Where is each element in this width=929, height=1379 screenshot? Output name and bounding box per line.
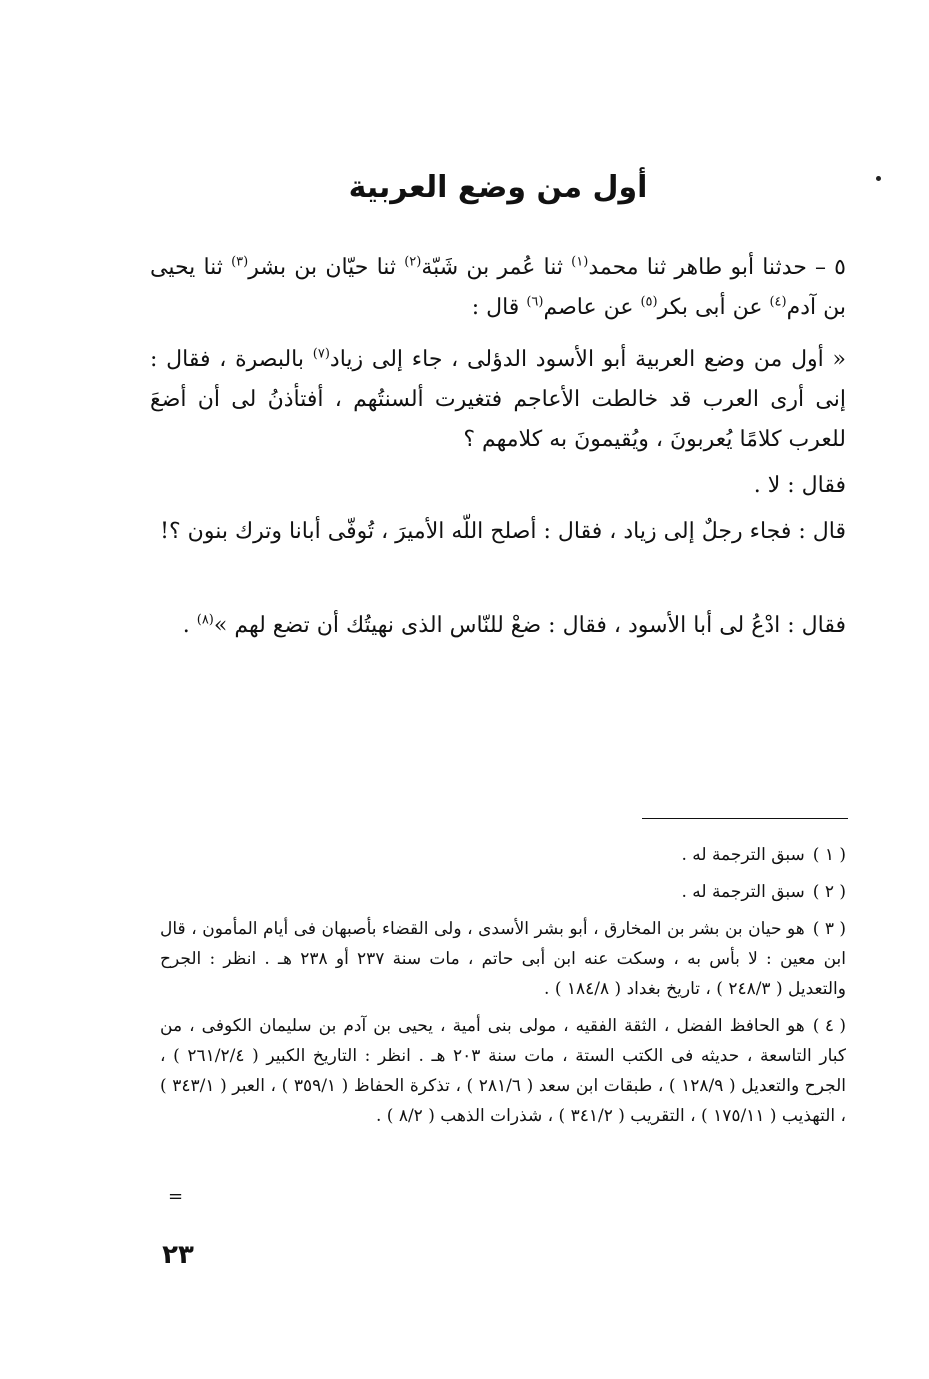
text-run: عن أبى بكر [657, 295, 770, 320]
footnote-text: سبق الترجمة له . [681, 882, 805, 902]
paragraph-reply: فقال : لا . [753, 473, 846, 498]
footnote-text: سبق الترجمة له . [681, 845, 805, 865]
paragraph-quote [150, 340, 846, 460]
text-run: ٥ – حدثنا أبو طاهر ثنا محمد [588, 255, 846, 280]
text-run: « أول من وضع العربية أبو الأسود الدؤلى ، جاء إلى زياد [329, 347, 846, 372]
footnote-item [160, 1011, 846, 1131]
text-run: . [182, 613, 197, 638]
chapter-title: أول من وضع العربية [348, 170, 648, 205]
footnote-number: ( ٣ ) [812, 919, 846, 939]
footnote-item [160, 914, 846, 1004]
continuation-mark: = [168, 1186, 184, 1207]
footnote-number: ( ١ ) [812, 845, 846, 865]
text-run: بالبصرة ، فقال : إنى أرى العرب قد خالطت الأعاجم فتغيرت ألسنتُهم ، أفتأذنُ لى أن أضعَ للعرب كلامًا يُعربونَ ، ويُقيمونَ به كلامهم ؟ [150, 347, 846, 452]
page-number: ٢٣ [162, 1240, 194, 1270]
footnote-ref-1[interactable]: (١) [571, 254, 589, 270]
footnote-text: هو حيان بن بشر بن المخارق ، أبو بشر الأسدى ، ولى القضاء بأصبهان فى أيام المأمون ، قال ابن معين : لا بأس به ، وسكت عنه ابن أبى حاتم ، مات سنة ٢٣٧ أو ٢٣٨ هـ . انظر : الجرح والتعديل ( ٢٤٨/٣ ) ، تاريخ بغداد ( ١٨٤/٨ ) . [160, 919, 846, 999]
margin-dot [876, 176, 881, 181]
footnote-ref-7[interactable]: (٧) [312, 346, 330, 362]
paragraph-conclusion [150, 606, 846, 646]
footnote-separator [642, 818, 848, 819]
footnote-ref-2[interactable]: (٢) [404, 254, 422, 270]
text-run: قال : [471, 295, 527, 320]
footnote-text: هو الحافظ الفضل ، الثقة الفقيه ، مولى بنى أمية ، يحيى بن آدم بن سليمان الكوفى ، من كبار التاسعة ، حديثه فى الكتب الستة ، مات سنة ٢٠٣ هـ . انظر : التاريخ الكبير ( ٢٦١/٢/٤ ) ، الجرح والتعديل ( ١٢٨/٩ ) ، طبقات ابن سعد ( ٢٨١/٦ ) ، تذكرة الحفاظ ( ٣٥٩/١ ) ، العبر ( ٣٤٣/١ ) ، التهذيب ( ١٧٥/١١ ) ، التقريب ( ٣٤١/٢ ) ، شذرات الذهب ( ٨/٢ ) . [160, 1016, 847, 1126]
footnotes [160, 840, 846, 1138]
footnote-ref-3[interactable]: (٣) [231, 254, 249, 270]
paragraph-man: قال : فجاء رجلٌ إلى زياد ، فقال : أصلح اللّه الأميرَ ، تُوفّى أبانا وترك بنون ؟! [160, 519, 846, 544]
text-run: ثنا حيّان بن بشر [248, 255, 405, 280]
footnote-number: ( ٢ ) [812, 882, 846, 902]
text-run: ثنا يحيى بن آدم [150, 255, 846, 320]
paragraph-isnad [150, 248, 846, 328]
footnote-item [160, 840, 846, 870]
footnote-ref-6[interactable]: (٦) [526, 294, 544, 310]
text-run: عن عاصم [543, 295, 641, 320]
footnote-ref-4[interactable]: (٤) [769, 294, 787, 310]
text-run: فقال : ادْعُ لى أبا الأسود ، فقال : ضعْ للنّاس الذى نهيتُك أن تضع لهم » [213, 613, 846, 638]
footnote-ref-8[interactable]: (٨) [196, 612, 214, 628]
footnote-ref-5[interactable]: (٥) [640, 294, 658, 310]
footnote-number: ( ٤ ) [812, 1016, 846, 1036]
text-run: ثنا عُمر بن شَبّة [421, 255, 572, 280]
footnote-item [160, 877, 846, 907]
